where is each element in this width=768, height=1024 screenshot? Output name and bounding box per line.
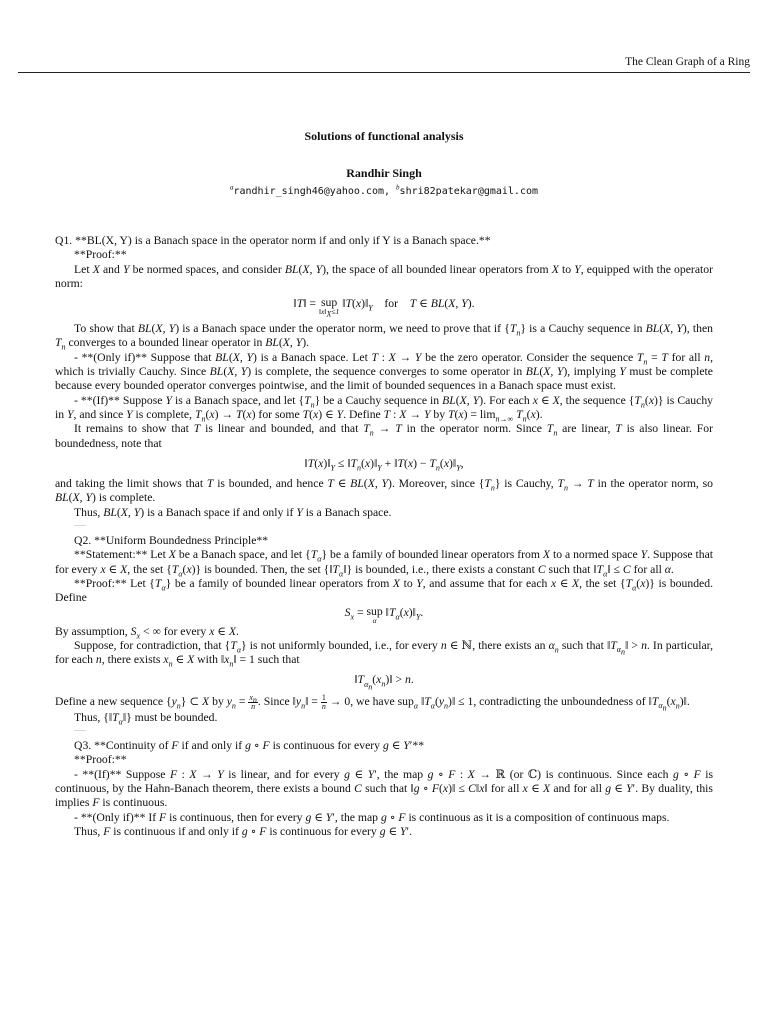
q3-only-if: - **(Only if)** If F is continuous, then for every g ∈ Y′, the map g ∘ F is continuous as it is a composition of continuous maps. <box>74 810 670 824</box>
paper-body <box>55 234 713 839</box>
affiliation-mark-b: b <box>396 183 400 192</box>
affiliation-mark-a: a <box>229 183 234 192</box>
author-emails <box>55 183 713 197</box>
email-a: randhir_singh46@yahoo.com, <box>233 186 391 197</box>
running-header <box>18 56 750 73</box>
q2-contradiction: Suppose, for contradiction, that $\{T_\alpha\}$ is not uniformly bounded, i.e., for every n ∈ ℕ, there exists an $\alpha_n$ such that $‖T_{\alpha_n}‖ > n$. In particular, for each n, there exists $x_n$ ∈ X with $‖x_n‖ = 1$ such that <box>55 638 713 669</box>
q2-conclusion: Thus, $\{‖T_\alpha‖\}$ must be bounded. <box>74 710 218 727</box>
q2-define-sequence: Define a new sequence $\{y_n\}$ ⊂ X by $y_n$ = $\frac{x_n}{n}$ . Since $‖y_n‖$ = $\frac{1}{n}$ → 0, we have sup$_\alpha$ $‖T_\alpha(y_n)‖ \le 1$, contradicting the unboundedness of $‖T_{\alpha_n}(x_n)‖$. <box>55 692 690 713</box>
q3-conclusion: Thus, F is continuous if and only if g ∘ F is continuous for every g ∈ Y′. <box>74 824 413 838</box>
q1-intro: Let X and Y be normed spaces, and consider BL(X, Y), the space of all bounded linear operators from X to Y, equipped with the operator norm: <box>55 262 713 290</box>
equation-triangle: $‖T(x)‖_Y$ ≤ $‖T_n(x)‖_Y$ + ‖T(x) − $T_n(x)‖_Y$, <box>304 456 464 473</box>
q3-heading: Q3. **Continuity of F if and only if g ∘ F is continuous for every g ∈ Y′** <box>74 739 425 753</box>
q1-only-if: - **(Only if)** Suppose that BL(X, Y) is a Banach space. Let T : X → Y be the zero operator. Consider the sequence $T_n = T$ for all n, which is trivially Cauchy. Since BL(X, Y) is complete, the sequence converges to some operator in BL(X, Y), implying Y must be complete because every bounded operator converges pointwise, and the limit of bounded sequences in a Banach space must exist. <box>55 350 714 393</box>
q1-para-1: To show that BL(X, Y) is a Banach space under the operator norm, we need to prove that if $\{T_n\}$ is a Cauchy sequence in BL(X, Y), then $T_n$ converges to a bounded linear operator in BL(X, Y). <box>55 322 714 352</box>
q1-if: - **(If)** Suppose Y is a Banach space, and let $\{T_n\}$ be a Cauchy sequence in BL(X, Y). For each x ∈ X, the sequence $\{T_n(x)\}$ is Cauchy in Y, and since Y is complete, $T_n(x) \to T(x)$ for some T(x) ∈ Y. Define T : X → Y by $T(x) = \lim_{n\to\infty} T_n(x)$. <box>55 393 714 424</box>
q2-statement: **Statement:** Let X be a Banach space, and let $\{T_\alpha\}$ be a family of bounded linear operators from X to a normed space Y. Suppose that for every x ∈ X, the set $\{T_\alpha(x)\}$ is bounded. Then, the set $\{‖T_\alpha‖\}$ is bounded, i.e., there exists a constant C such that $‖T_\alpha‖ \le C$ for all α. <box>55 548 714 578</box>
q2-assumption: By assumption, $S_x$ < ∞ for every x ∈ X. <box>55 624 239 640</box>
q1-heading: Q1. **BL(X, Y) is a Banach space in the operator norm if and only if Y is a Banach space.** <box>55 234 491 247</box>
paper-title: Solutions of functional analysis <box>304 129 464 143</box>
running-title: The Clean Graph of a Ring <box>625 56 750 68</box>
q1-conclusion: Thus, BL(X, Y) is a Banach space if and only if Y is a Banach space. <box>74 505 392 519</box>
q3-if: - **(If)** Suppose F : X → Y is linear, and for every g ∈ Y′, the map g ∘ F : X → ℝ (or ℂ) is continuous. Since each g ∘ F is continuous, by the Hahn-Banach theorem, there exists a bound C such that ‖g ∘ F(x)‖ ≤ C‖x‖ for all x ∈ X and for all g ∈ Y′. By duality, this implies F is continuous. <box>55 767 714 810</box>
separator-2: — <box>74 723 86 737</box>
q2-proof: **Proof:** Let $\{T_\alpha\}$ be a family of bounded linear operators from X to Y, and assume that for each x ∈ X, the set $\{T_\alpha(x)\}$ is bounded. Define <box>55 576 713 605</box>
email-b: shri82patekar@gmail.com <box>399 186 539 197</box>
q3-heading-post: ** <box>412 739 425 753</box>
q3-heading-pre: Q3. **Continuity of <box>74 739 172 753</box>
q2-heading: Q2. **Uniform Boundedness Principle** <box>74 534 269 548</box>
q1-para-limit: and taking the limit shows that T is bounded, and hence T ∈ BL(X, Y). Moreover, since $\{T_n\}$ is Cauchy, $T_n \to T$ in the operator norm, so BL(X, Y) is complete. <box>55 477 714 505</box>
separator-1: — <box>74 518 86 532</box>
equation-t-alpha-n: $‖T_{\alpha_n}(x_n)‖ > n$. <box>354 673 414 692</box>
q1-para-linear: It remains to show that T is linear and bounded, and that $T_n \to T$ in the operator norm. Since $T_n$ are linear, T is also linear. For boundedness, note that <box>55 422 713 450</box>
paper-author: Randhir Singh <box>346 166 422 180</box>
equation-operator-norm: ‖T‖ = sup $‖x‖_X\le 1$ $‖T(x)‖_Y$ for T ∈ BL(X, Y). <box>293 296 475 319</box>
q3-proof-label: **Proof:** <box>74 753 127 767</box>
equation-sx: $S_x$ = sup α $‖T_\alpha(x)‖_Y$. <box>344 604 424 625</box>
q1-proof-label: **Proof:** <box>74 248 127 262</box>
